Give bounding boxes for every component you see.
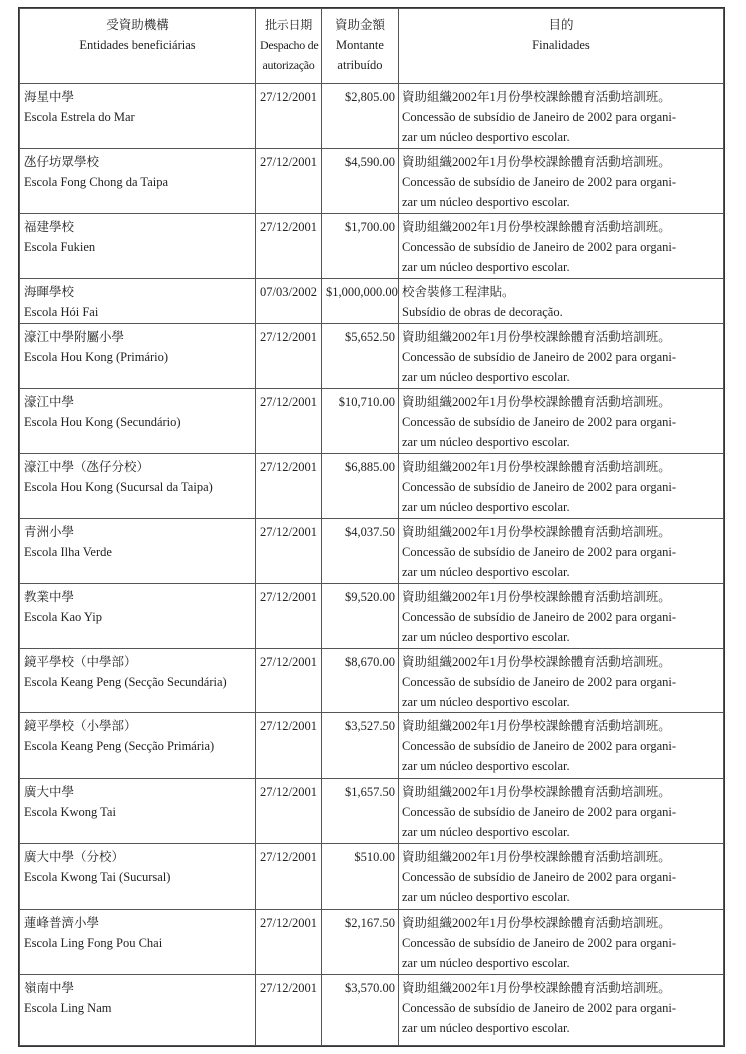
amount-cell: $1,657.50	[322, 779, 399, 844]
date-cell: 27/12/2001	[256, 584, 322, 649]
entity-name-pt: Escola Ilha Verde	[24, 545, 112, 559]
purpose-zh: 資助組織2002年1月份學校課餘體育活動培訓班。	[402, 785, 671, 799]
entity-name-pt: Escola Ling Fong Pou Chai	[24, 936, 163, 950]
purpose-pt-line-1: Concessão de subsídio de Janeiro de 2002 para organi-	[402, 936, 677, 950]
entity-name-zh: 廣大中學（分校）	[24, 850, 125, 864]
entity-name-pt: Escola Kao Yip	[24, 610, 102, 624]
purpose-zh: 資助組織2002年1月份學校課餘體育活動培訓班。	[402, 330, 671, 344]
table-row	[20, 779, 724, 844]
purpose-pt-line-2: zar um núcleo desportivo escolar.	[402, 130, 570, 144]
purpose-zh: 資助組織2002年1月份學校課餘體育活動培訓班。	[402, 981, 671, 995]
entity-name-pt: Escola Kwong Tai	[24, 805, 116, 819]
purpose-pt-line-1: Concessão de subsídio de Janeiro de 2002 para organi-	[402, 805, 677, 819]
header-date-zh: 批示日期	[265, 18, 312, 32]
purpose-pt-line-1: Concessão de subsídio de Janeiro de 2002 para organi-	[402, 415, 677, 429]
entity-name-zh: 氹仔坊眾學校	[24, 155, 100, 169]
date-cell: 27/12/2001	[256, 324, 322, 389]
purpose-pt-line-2: zar um núcleo desportivo escolar.	[402, 630, 570, 644]
header-date-pt-1: Despacho de	[260, 38, 319, 52]
entity-cell	[20, 649, 256, 713]
entity-cell	[20, 389, 256, 454]
purpose-zh: 資助組織2002年1月份學校課餘體育活動培訓班。	[402, 916, 671, 930]
purpose-zh: 資助組織2002年1月份學校課餘體育活動培訓班。	[402, 460, 671, 474]
table-row	[20, 519, 724, 584]
purpose-cell	[399, 844, 724, 910]
date-cell: 27/12/2001	[256, 649, 322, 713]
purpose-zh: 資助組織2002年1月份學校課餘體育活動培訓班。	[402, 525, 671, 539]
purpose-pt-line-2: zar um núcleo desportivo escolar.	[402, 370, 570, 384]
entity-cell	[20, 779, 256, 844]
purpose-cell	[399, 910, 724, 975]
entity-cell	[20, 910, 256, 975]
purpose-pt-line-2: zar um núcleo desportivo escolar.	[402, 195, 570, 209]
entity-name-zh: 鏡平學校（中學部）	[24, 655, 137, 669]
table-row	[20, 713, 724, 779]
header-entity-pt: Entidades beneficiárias	[79, 38, 196, 52]
entity-name-zh: 蓮峰普濟小學	[24, 916, 100, 930]
purpose-pt-line-1: Concessão de subsídio de Janeiro de 2002 para organi-	[402, 870, 677, 884]
purpose-pt-line-1: Concessão de subsídio de Janeiro de 2002 para organi-	[402, 675, 677, 689]
purpose-cell	[399, 649, 724, 713]
purpose-cell	[399, 279, 724, 324]
entity-name-pt: Escola Hou Kong (Sucursal da Taipa)	[24, 480, 213, 494]
entity-name-pt: Escola Hói Fai	[24, 305, 99, 319]
entity-name-zh: 濠江中學（氹仔分校）	[24, 460, 150, 474]
amount-cell: $3,570.00	[322, 975, 399, 1046]
amount-cell: $3,527.50	[322, 713, 399, 779]
purpose-pt-line-1: Concessão de subsídio de Janeiro de 2002 para organi-	[402, 175, 677, 189]
header-entity	[20, 9, 256, 84]
entity-name-pt: Escola Kwong Tai (Sucursal)	[24, 870, 171, 884]
header-amount-pt-2: atribuído	[337, 58, 383, 72]
entity-cell	[20, 214, 256, 279]
header-row	[20, 9, 724, 84]
header-amount-zh: 資助金額	[334, 18, 385, 32]
amount-cell: $5,652.50	[322, 324, 399, 389]
purpose-cell	[399, 975, 724, 1046]
entity-name-zh: 海暉學校	[24, 285, 75, 299]
date-cell: 27/12/2001	[256, 910, 322, 975]
purpose-zh: 資助組織2002年1月份學校課餘體育活動培訓班。	[402, 90, 671, 104]
purpose-cell	[399, 584, 724, 649]
header-entity-zh: 受資助機構	[106, 18, 169, 32]
entity-name-pt: Escola Fong Chong da Taipa	[24, 175, 169, 189]
amount-cell: $1,000,000.00	[322, 279, 399, 324]
header-amount	[322, 9, 399, 84]
entity-name-pt: Escola Fukien	[24, 240, 96, 254]
purpose-zh: 資助組織2002年1月份學校課餘體育活動培訓班。	[402, 590, 671, 604]
date-cell: 07/03/2002	[256, 279, 322, 324]
amount-cell: $2,167.50	[322, 910, 399, 975]
purpose-cell	[399, 389, 724, 454]
purpose-cell	[399, 713, 724, 779]
date-cell: 27/12/2001	[256, 214, 322, 279]
purpose-cell	[399, 454, 724, 519]
purpose-pt-line-1: Concessão de subsídio de Janeiro de 2002 para organi-	[402, 350, 677, 364]
entity-cell	[20, 279, 256, 324]
entity-name-zh: 福建學校	[24, 220, 75, 234]
entity-name-zh: 廣大中學	[24, 785, 75, 799]
table-row	[20, 84, 724, 149]
purpose-pt-line-2: zar um núcleo desportivo escolar.	[402, 565, 570, 579]
header-date-pt-2: autorização	[262, 58, 315, 72]
entity-name-zh: 濠江中學	[24, 395, 75, 409]
purpose-pt-line-2: zar um núcleo desportivo escolar.	[402, 956, 570, 970]
entity-name-zh: 嶺南中學	[24, 981, 75, 995]
purpose-pt-line-1: Concessão de subsídio de Janeiro de 2002 para organi-	[402, 1001, 677, 1015]
purpose-pt-line-1: Concessão de subsídio de Janeiro de 2002 para organi-	[402, 545, 677, 559]
purpose-pt-line-2: zar um núcleo desportivo escolar.	[402, 825, 570, 839]
purpose-cell	[399, 519, 724, 584]
purpose-zh: 校舍裝修工程津貼。	[402, 285, 515, 299]
amount-cell: $6,885.00	[322, 454, 399, 519]
amount-cell: $4,590.00	[322, 149, 399, 214]
purpose-zh: 資助組織2002年1月份學校課餘體育活動培訓班。	[402, 395, 671, 409]
entity-name-zh: 青洲小學	[24, 525, 75, 539]
purpose-pt-line-1: Concessão de subsídio de Janeiro de 2002 para organi-	[402, 739, 677, 753]
entity-cell	[20, 324, 256, 389]
amount-cell: $1,700.00	[322, 214, 399, 279]
purpose-pt-line-2: zar um núcleo desportivo escolar.	[402, 435, 570, 449]
table-row	[20, 389, 724, 454]
date-cell: 27/12/2001	[256, 844, 322, 910]
purpose-pt-line-2: zar um núcleo desportivo escolar.	[402, 890, 570, 904]
purpose-cell	[399, 149, 724, 214]
entity-name-pt: Escola Hou Kong (Primário)	[24, 350, 169, 364]
header-date	[256, 9, 322, 84]
header-purpose	[399, 9, 724, 84]
entity-cell	[20, 519, 256, 584]
amount-cell: $4,037.50	[322, 519, 399, 584]
entity-cell	[20, 149, 256, 214]
entity-cell	[20, 844, 256, 910]
table-row	[20, 975, 724, 1046]
entity-name-zh: 海星中學	[24, 90, 75, 104]
entity-name-pt: Escola Hou Kong (Secundário)	[24, 415, 181, 429]
date-cell: 27/12/2001	[256, 84, 322, 149]
amount-cell: $10,710.00	[322, 389, 399, 454]
purpose-pt-line-1: Concessão de subsídio de Janeiro de 2002 para organi-	[402, 610, 677, 624]
date-cell: 27/12/2001	[256, 713, 322, 779]
purpose-cell	[399, 779, 724, 844]
amount-cell: $8,670.00	[322, 649, 399, 713]
purpose-pt-line-1: Concessão de subsídio de Janeiro de 2002 para organi-	[402, 480, 677, 494]
entity-cell	[20, 713, 256, 779]
purpose-zh: 資助組織2002年1月份學校課餘體育活動培訓班。	[402, 655, 671, 669]
header-amount-pt-1: Montante	[336, 38, 384, 52]
entity-name-pt: Escola Keang Peng (Secção Primária)	[24, 739, 215, 753]
amount-cell: $510.00	[322, 844, 399, 910]
purpose-cell	[399, 84, 724, 149]
purpose-cell	[399, 324, 724, 389]
table-row	[20, 910, 724, 975]
date-cell: 27/12/2001	[256, 454, 322, 519]
entity-name-zh: 鏡平學校（小學部）	[24, 719, 137, 733]
subsidy-table	[19, 8, 724, 1046]
entity-name-pt: Escola Keang Peng (Secção Secundária)	[24, 675, 227, 689]
entity-cell	[20, 454, 256, 519]
table-row	[20, 844, 724, 910]
entity-cell	[20, 84, 256, 149]
purpose-pt-line-2: zar um núcleo desportivo escolar.	[402, 1021, 570, 1035]
table-row	[20, 324, 724, 389]
amount-cell: $9,520.00	[322, 584, 399, 649]
entity-cell	[20, 975, 256, 1046]
date-cell: 27/12/2001	[256, 975, 322, 1046]
header-purpose-pt: Finalidades	[532, 38, 590, 52]
date-cell: 27/12/2001	[256, 779, 322, 844]
purpose-cell	[399, 214, 724, 279]
purpose-pt-line-1: Concessão de subsídio de Janeiro de 2002 para organi-	[402, 110, 677, 124]
purpose-pt-line-2: zar um núcleo desportivo escolar.	[402, 500, 570, 514]
table-row	[20, 454, 724, 519]
purpose-zh: 資助組織2002年1月份學校課餘體育活動培訓班。	[402, 719, 671, 733]
header-purpose-zh: 目的	[548, 18, 574, 32]
entity-name-zh: 濠江中學附屬小學	[24, 330, 125, 344]
table-row	[20, 214, 724, 279]
date-cell: 27/12/2001	[256, 149, 322, 214]
purpose-zh: 資助組織2002年1月份學校課餘體育活動培訓班。	[402, 850, 671, 864]
table-row	[20, 649, 724, 713]
entity-name-zh: 教業中學	[24, 590, 75, 604]
purpose-pt-line-1: Subsídio de obras de decoração.	[402, 305, 563, 319]
entity-name-pt: Escola Estrela do Mar	[24, 110, 135, 124]
purpose-pt-line-1: Concessão de subsídio de Janeiro de 2002 para organi-	[402, 240, 677, 254]
purpose-zh: 資助組織2002年1月份學校課餘體育活動培訓班。	[402, 220, 671, 234]
table-row	[20, 149, 724, 214]
entity-cell	[20, 584, 256, 649]
entity-name-pt: Escola Ling Nam	[24, 1001, 112, 1015]
purpose-pt-line-2: zar um núcleo desportivo escolar.	[402, 260, 570, 274]
date-cell: 27/12/2001	[256, 519, 322, 584]
purpose-zh: 資助組織2002年1月份學校課餘體育活動培訓班。	[402, 155, 671, 169]
purpose-pt-line-2: zar um núcleo desportivo escolar.	[402, 759, 570, 773]
purpose-pt-line-2: zar um núcleo desportivo escolar.	[402, 695, 570, 709]
date-cell: 27/12/2001	[256, 389, 322, 454]
table-row	[20, 279, 724, 324]
table-row	[20, 584, 724, 649]
amount-cell: $2,805.00	[322, 84, 399, 149]
